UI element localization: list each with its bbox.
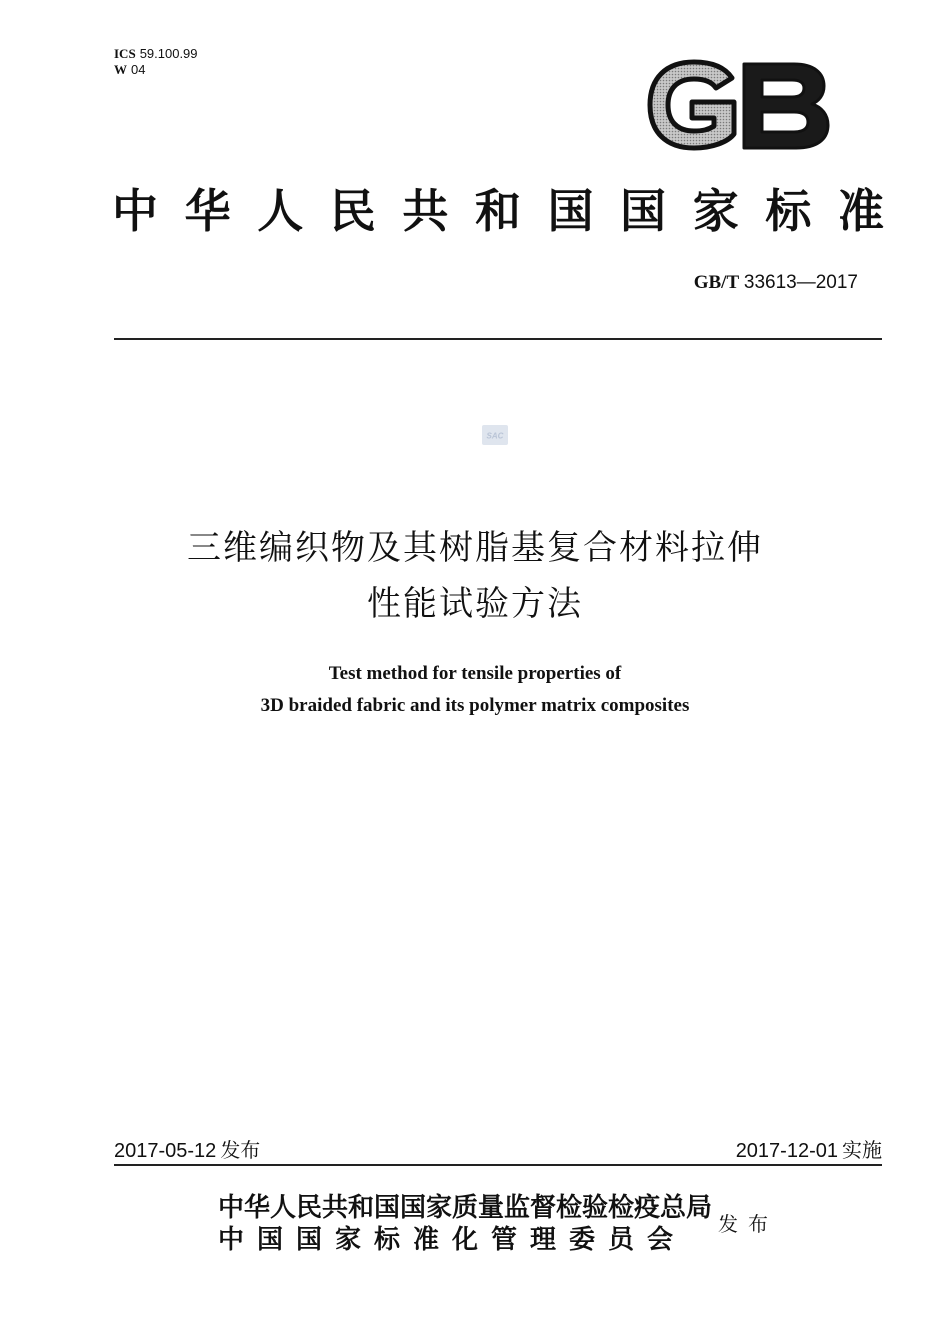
national-heading-char: 国 [547,184,594,238]
title-cn-line1: 三维编织物及其树脂基复合材料拉伸 [187,528,763,568]
title-en-line1: Test method for tensile properties of [328,663,622,684]
national-heading-char: 中 [112,184,158,238]
national-heading-char: 共 [402,184,449,238]
class-label: W [114,62,127,77]
ics-label: ICS [114,46,136,61]
title-cn-line2: 性能试验方法 [367,584,583,624]
title-chinese [0,520,950,632]
top-divider [114,338,882,340]
title-en-line2: 3D braided fabric and its polymer matrix composites [260,695,690,716]
sac-watermark [481,424,509,446]
class-value: 04 [131,62,146,77]
implement-date [736,1134,882,1163]
gb-logo [644,58,830,152]
implement-label: 实施 [842,1138,882,1162]
dates-row [114,1134,882,1163]
ics-block [114,46,198,78]
ics-line [114,46,198,62]
ics-value: 59.100.99 [139,46,198,61]
national-heading-char: 准 [837,184,884,238]
national-heading-char: 人 [257,184,304,238]
standard-num: 33613—2017 [743,272,858,293]
issuers-block [218,1192,712,1256]
issuer-line2: 中国国家标准化管理委员会 [218,1225,687,1255]
standard-code: GB/T [693,272,740,293]
national-standard-heading [112,178,884,238]
national-heading-char: 国 [620,184,667,238]
sac-watermark-text: SAC [486,431,504,441]
gb-logo-text: GB [644,58,646,59]
publish-label: 发布 [718,1212,778,1236]
national-heading-char: 标 [765,184,812,238]
standard-number [694,272,858,294]
class-line [114,62,198,78]
bottom-divider [114,1164,882,1166]
national-heading-char: 家 [692,184,739,238]
issuer-line1: 中华人民共和国国家质量监督检验检疫总局 [218,1193,713,1223]
implement-date-value: 2017-12-01 [735,1140,838,1162]
issue-date-value: 2017-05-12 [114,1140,217,1162]
issue-date [114,1134,260,1163]
issue-label: 发布 [220,1138,261,1162]
national-heading-char: 和 [474,184,521,238]
national-heading-char: 民 [329,184,376,238]
title-english [0,658,950,722]
national-heading-char: 华 [184,184,231,238]
